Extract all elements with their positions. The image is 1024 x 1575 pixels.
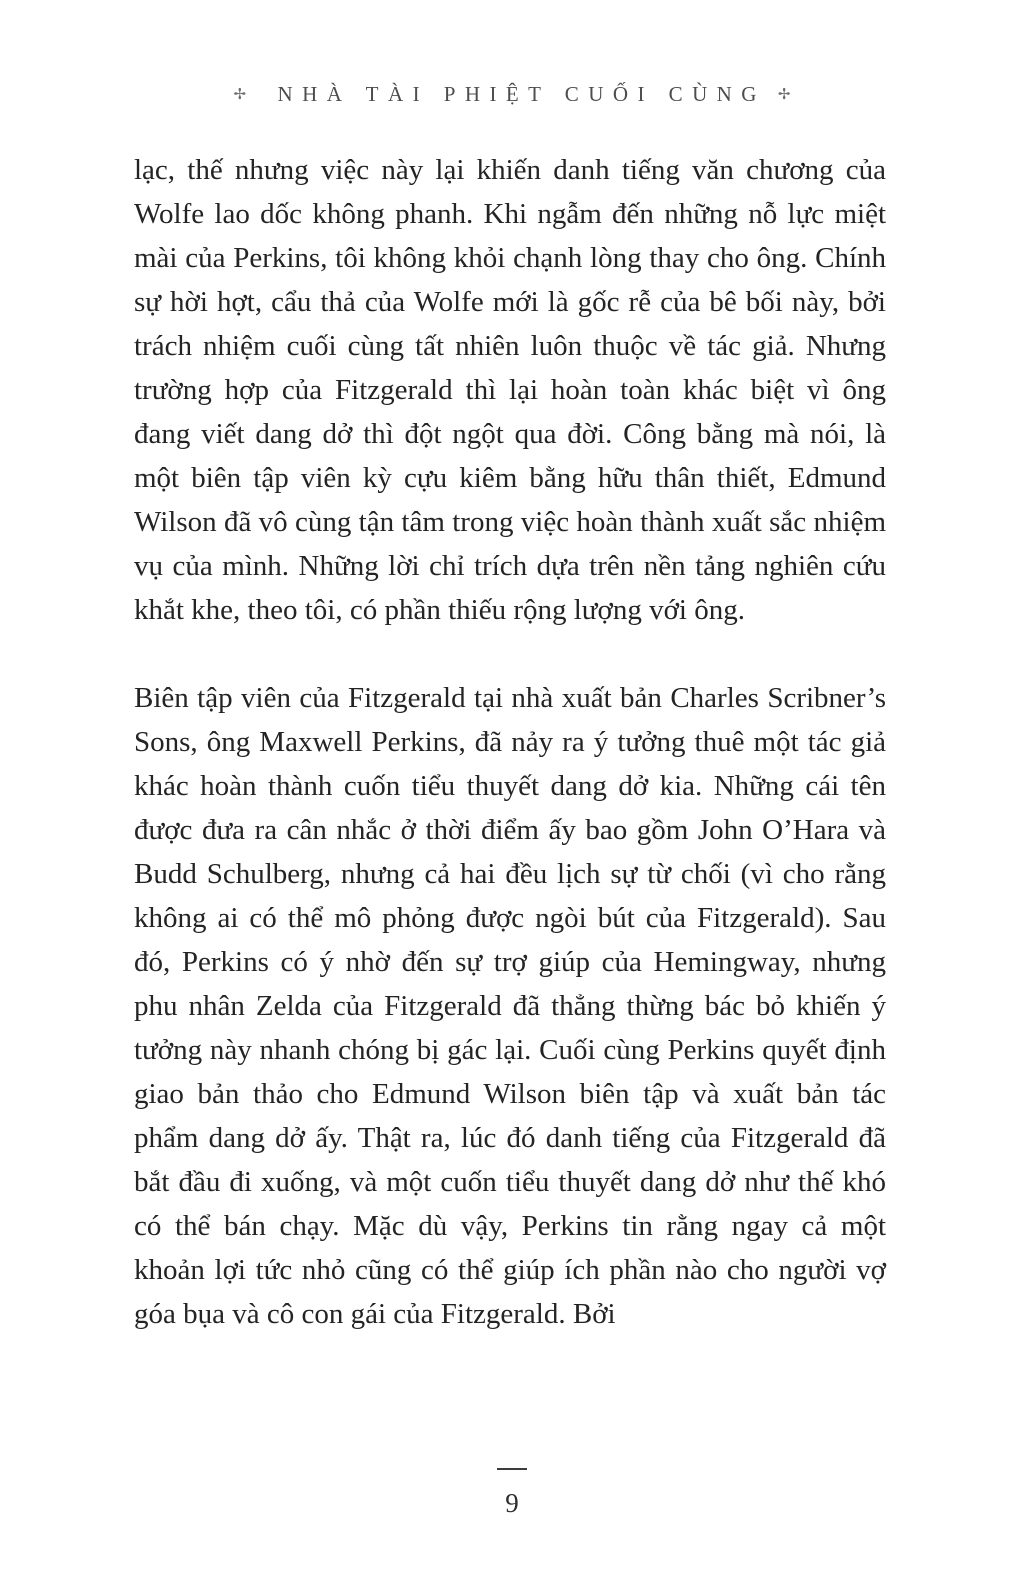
page-footer [0,1468,1024,1517]
header-ornament-right-icon: ✢ [777,87,791,103]
page-number: 9 [505,1488,519,1518]
book-title: NHÀ TÀI PHIỆT CUỐI CÙNG [277,82,766,106]
paragraph: Biên tập viên của Fitzgerald tại nhà xuất bản Charles Scribner’s Sons, ông Maxwell Perkins, đã nảy ra ý tưởng thuê một tác giả khác hoàn thành cuốn tiểu thuyết dang dở kia. Những cái tên được đưa ra cân nhắc ở thời điểm ấy bao gồm John O’Hara và Budd Schulberg, nhưng cả hai đều lịch sự từ chối (vì cho rằng không ai có thể mô phỏng được ngòi bút của Fitzgerald). Sau đó, Perkins có ý nhờ đến sự trợ giúp của Hemingway, nhưng phu nhân Zelda của Fitzgerald đã thẳng thừng bác bỏ khiến ý tưởng này nhanh chóng bị gác lại. Cuối cùng Perkins quyết định giao bản thảo cho Edmund Wilson biên tập và xuất bản tác phẩm dang dở ấy. Thật ra, lúc đó danh tiếng của Fitzgerald đã bắt đầu đi xuống, và một cuốn tiểu thuyết dang dở như thế khó có thể bán chạy. Mặc dù vậy, Perkins tin rằng ngay cả một khoản lợi tức nhỏ cũng có thể giúp ích phần nào cho người vợ góa bụa và cô con gái của Fitzgerald. Bởi [134,682,886,1330]
page-body [134,148,886,1336]
paragraph: lạc, thế nhưng việc này lại khiến danh tiếng văn chương của Wolfe lao dốc không phanh. Khi ngẫm đến những nỗ lực miệt mài của Perkins, tôi không khỏi chạnh lòng thay cho ông. Chính sự hời hợt, cẩu thả của Wolfe mới là gốc rễ của bê bối này, bởi trách nhiệm cuối cùng tất nhiên luôn thuộc về tác giả. Nhưng trường hợp của Fitzgerald thì lại hoàn toàn khác biệt vì ông đang viết dang dở thì đột ngột qua đời. Công bằng mà nói, là một biên tập viên kỳ cựu kiêm bằng hữu thân thiết, Edmund Wilson đã vô cùng tận tâm trong việc hoàn thành xuất sắc nhiệm vụ của mình. Những lời chỉ trích dựa trên nền tảng nghiên cứu khắt khe, theo tôi, có phần thiếu rộng lượng với ông. [134,154,886,626]
running-header [0,82,1024,107]
footer-rule [497,1468,527,1470]
header-ornament-left-icon: ✢ [233,87,247,103]
